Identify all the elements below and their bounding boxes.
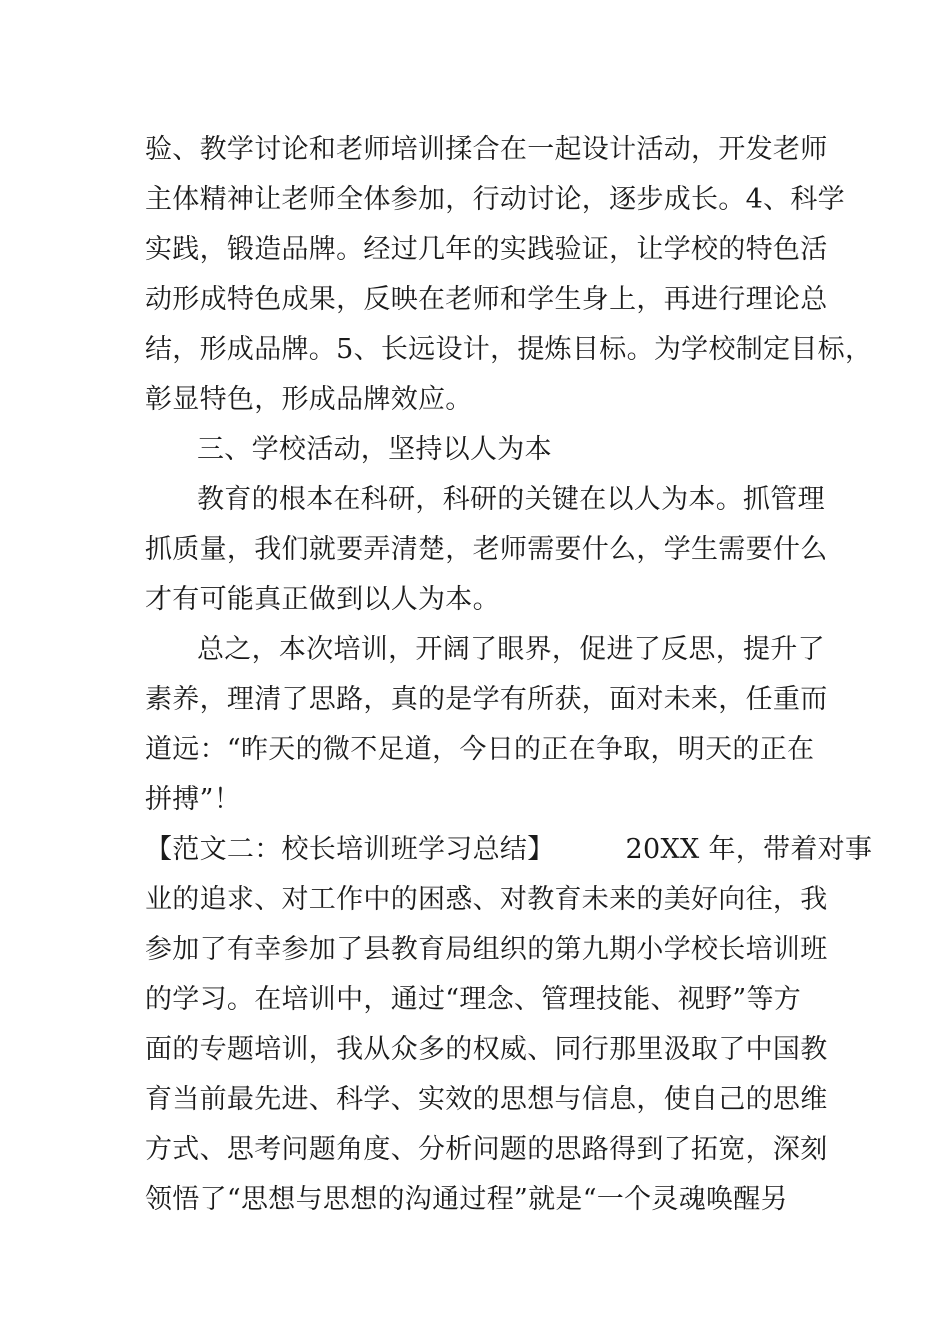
text-line: 总之，本次培训，开阔了眼界，促进了反思，提升了 xyxy=(197,634,825,665)
text-line: 教育的根本在科研，科研的关键在以人为本。抓管理 xyxy=(197,484,825,515)
text-line: 结，形成品牌。5、长远设计，提炼目标。为学校制定目标， xyxy=(145,334,873,365)
text-line: 参加了有幸参加了县教育局组织的第九期小学校长培训班 xyxy=(145,934,828,965)
text-line: 道远：“昨天的微不足道，今日的正在争取，明天的正在 xyxy=(145,734,815,765)
text-line: 动形成特色成果，反映在老师和学生身上，再进行理论总 xyxy=(145,284,828,315)
text-line: 面的专题培训，我从众多的权威、同行那里汲取了中国教 xyxy=(145,1034,828,1065)
text-line: 拼搏”！ xyxy=(145,784,242,815)
text-line: 实践，锻造品牌。经过几年的实践验证，让学校的特色活 xyxy=(145,234,828,265)
text-line: 验、教学讨论和老师培训揉合在一起设计活动，开发老师 xyxy=(145,134,828,165)
text-line: 彰显特色，形成品牌效应。 xyxy=(145,384,473,415)
text-line: 才有可能真正做到以人为本。 xyxy=(145,584,500,615)
text-line: 的学习。在培训中，通过“理念、管理技能、视野”等方 xyxy=(145,984,802,1015)
text-line: 抓质量，我们就要弄清楚，老师需要什么，学生需要什么 xyxy=(145,534,828,565)
text-line: 育当前最先进、科学、实效的思想与信息，使自己的思维 xyxy=(145,1084,828,1115)
text-line: 主体精神让老师全体参加，行动讨论，逐步成长。4、科学 xyxy=(145,184,845,215)
text-line: 素养，理清了思路，真的是学有所获，面对未来，任重而 xyxy=(145,684,828,715)
section-heading: 三、学校活动，坚持以人为本 xyxy=(197,434,552,465)
text-line: 方式、思考问题角度、分析问题的思路得到了拓宽，深刻 xyxy=(145,1134,828,1165)
text-line: 业的追求、对工作中的困惑、对教育未来的美好向往，我 xyxy=(145,884,828,915)
text-line: 领悟了“思想与思想的沟通过程”就是“一个灵魂唤醒另 xyxy=(145,1184,788,1215)
sample-heading-line: 【范文二：校长培训班学习总结】 20XX 年，带着对事 xyxy=(145,834,873,865)
